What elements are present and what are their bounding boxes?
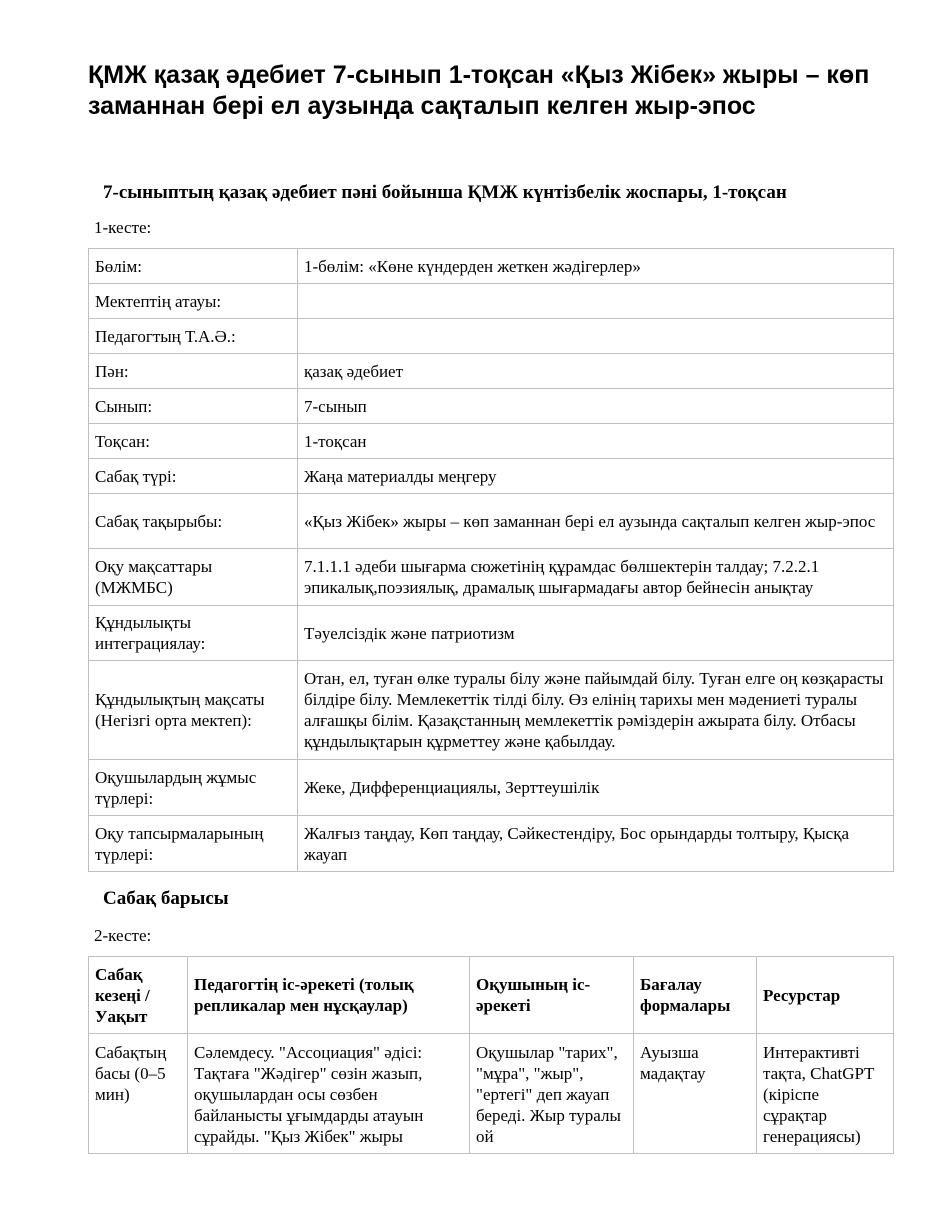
table-row [89,494,894,549]
document-title: ҚМЖ қазақ әдебиет 7-сынып 1-тоқсан «Қыз Жібек» жыры – көп заманнан бері ел аузында сақталып келген жыр-эпос [88,61,870,120]
section-heading-lesson-flow: Сабақ барысы [103,888,229,909]
row-value: қазақ әдебиет [298,354,894,389]
table-row [89,459,894,494]
row-value: Жеке, Дифференциациялы, Зерттеушілік [298,760,894,816]
row-label: Педагогтың Т.А.Ә.: [89,319,298,354]
row-value: Отан, ел, туған өлке туралы білу және пайымдай білу. Туған елге оң көзқарасты білдіре білу. Мемлекеттік тілді білу. Өз елінің тарихы мен мәдениеті туралы алғашқы білім. Қазақстанның мемлекеттік рәміздерін ажырата білу. Отбасы құндылықтарын құрметтеу және қабылдау. [298,661,894,760]
row-label: Құндылықтың мақсаты (Негізгі орта мектеп): [89,661,298,760]
table-row [89,354,894,389]
table-row [89,249,894,284]
header-teacher-activity: Педагогтің іс-әрекеті (толық репликалар мен нұсқаулар) [188,957,470,1034]
table-row [89,760,894,816]
table-row [89,1034,894,1154]
cell-assessment: Ауызша мадақтау [640,1043,706,1083]
document-subtitle: 7-сыныптың қазақ әдебиет пәні бойынша ҚМЖ күнтізбелік жоспары, 1-тоқсан [103,182,787,203]
header-resources: Ресурстар [757,957,894,1034]
cell-resources: Интерактивті тақта, ChatGPT (кіріспе сұрақтар генерациясы) [763,1043,875,1146]
row-label: Оқу тапсырмаларының түрлері: [89,816,298,872]
row-value: 1-тоқсан [298,424,894,459]
row-label: Сынып: [89,389,298,424]
row-label: Пән: [89,354,298,389]
row-value: Жалғыз таңдау, Көп таңдау, Сәйкестендіру, Бос орындарды толтыру, Қысқа жауап [298,816,894,872]
cell-teacher-activity: Сәлемдесу. "Ассоциация" әдісі: Тақтаға "Жәдігер" сөзін жазып, оқушылардан осы сөзбен байланысты ұғымдарды атауын сұрайды. "Қыз Жібек" жыры [194,1043,424,1146]
table-row [89,424,894,459]
table-row [89,549,894,606]
row-value: Жаңа материалды меңгеру [298,459,894,494]
row-label: Оқушылардың жұмыс түрлері: [89,760,298,816]
row-label: Бөлім: [89,249,298,284]
row-value [298,284,894,319]
header-stage-time: Сабақ кезеңі / Уақыт [89,957,188,1034]
row-value: 1-бөлім: «Көне күндерден жеткен жәдігерлер» [298,249,894,284]
table-row [89,606,894,661]
lesson-info-table [88,248,894,872]
row-label: Сабақ тақырыбы: [89,494,298,549]
table1-caption: 1-кесте: [94,218,152,237]
table-row [89,661,894,760]
header-assessment: Бағалау формалары [634,957,757,1034]
cell-student-activity: Оқушылар "тарих", "мұра", "жыр", "ертегі" деп жауап береді. Жыр туралы ой [476,1043,621,1146]
row-label: Құндылықты интеграциялау: [89,606,298,661]
row-label: Мектептің атауы: [89,284,298,319]
lesson-flow-table [88,956,894,1154]
header-student-activity: Оқушының іс-әрекеті [470,957,634,1034]
table2-caption: 2-кесте: [94,926,152,945]
row-label: Тоқсан: [89,424,298,459]
row-value: «Қыз Жібек» жыры – көп заманнан бері ел аузында сақталып келген жыр-эпос [298,494,894,549]
table-row [89,284,894,319]
table-row [89,389,894,424]
row-value: Тәуелсіздік және патриотизм [298,606,894,661]
row-label: Оқу мақсаттары (МЖМБС) [89,549,298,606]
document-page [88,0,893,122]
row-value [298,319,894,354]
row-value: 7.1.1.1 әдеби шығарма сюжетінің құрамдас бөлшектерін талдау; 7.2.2.1 эпикалық,поэзиялық, драмалық шығармадағы автор бейнесін анықтау [298,549,894,606]
table-header-row [89,957,894,1034]
table-row [89,816,894,872]
table-row [89,319,894,354]
row-value: 7-сынып [298,389,894,424]
cell-stage-time: Сабақтың басы (0–5 мин) [95,1043,167,1104]
row-label: Сабақ түрі: [89,459,298,494]
